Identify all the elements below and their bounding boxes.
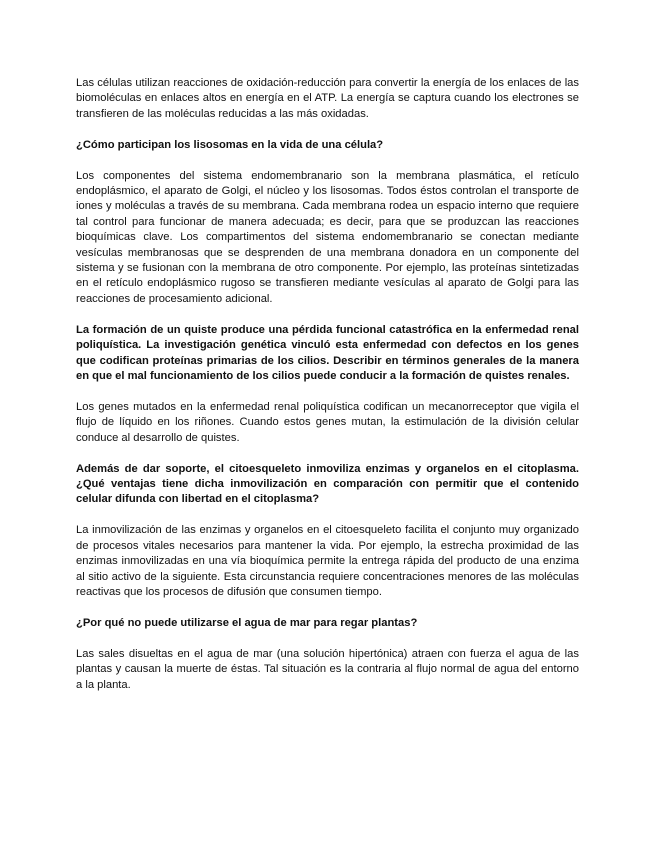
spacer (76, 153, 579, 169)
answer-mechanoreceptor: Los genes mutados en la enfermedad renal poliquística codifican un mecanorreceptor que vigila el flujo de líquido en los riñones. Cuando estos genes mutan, la estimulación de la división celular conduce al desarrollo de quistes. (76, 400, 579, 444)
spacer (76, 631, 579, 647)
spacer (76, 446, 579, 462)
answer-hypertonic-solution: Las sales disueltas en el agua de mar (una solución hipertónica) atraen con fuerza el agua de las plantas y causan la muerte de éstas. Tal situación es la contraria al flujo normal de agua del entorno a la planta. (76, 647, 579, 691)
answer-enzyme-immobilization: La inmovilización de las enzimas y organelos en el citoesqueleto facilita el conjunto muy organizado de procesos vitales necesarios para mantener la vida. Por ejemplo, la estrecha proximidad de las enzimas inmovilizadas en una vía bioquímica permite la entrega rápida del producto de una enzima al sitio activo de la siguiente. Esta circunstancia requiere concentraciones menores de las moléculas reactivas que los procesos de difusión que consumen tiempo. (76, 524, 579, 598)
question-sea-water: ¿Por qué no puede utilizarse el agua de mar para regar plantas? (76, 616, 418, 629)
spacer (76, 600, 579, 616)
question-lysosomes: ¿Cómo participan los lisosomas en la vida de una célula? (76, 138, 384, 151)
paragraph-atp-redox: Las células utilizan reacciones de oxidación-reducción para convertir la energía de los enlaces de las biomoléculas en enlaces altos en energía en el ATP. La energía se captura cuando los electrones se transfieren de las moléculas reducidas a las más oxidadas. (76, 77, 579, 120)
spacer (76, 307, 579, 323)
question-cytoskeleton: Además de dar soporte, el citoesqueleto inmoviliza enzimas y organelos en el citoplasma. ¿Qué ventajas tiene dicha inmovilización en comparación con permitir que el contenido celular difunda con libertad en el citoplasma? (76, 462, 579, 506)
spacer (76, 122, 579, 138)
question-polycystic-kidney: La formación de un quiste produce una pérdida funcional catastrófica en la enfermedad renal poliquística. La investigación genética vinculó esta enfermedad con defectos en los genes que codifican proteínas primarias de los cilios. Describir en términos generales de la manera en que el mal funcionamiento de los cilios puede conducir a la formación de quistes renales. (76, 323, 579, 382)
spacer (76, 384, 579, 400)
spacer (76, 508, 579, 524)
answer-endomembrane-system: Los componentes del sistema endomembranario son la membrana plasmática, el retículo endoplásmico, el aparato de Golgi, el núcleo y los lisosomas. Todos éstos controlan el transporte de iones y moléculas a través de su membrana. Cada membrana rodea un espacio interno que requiere tal control para funcionar de manera adecuada; es decir, para que se produzcan las reacciones bioquímicas clave. Los compartimentos del sistema endomembranario se conectan mediante vesículas membranosas que se desprenden de una membrana donadora en un componente del sistema y se fusionan con la membrana de otro componente. Por ejemplo, las proteínas sintetizadas en el retículo endoplásmico rugoso se transfieren mediante vesículas al aparato de Golgi para las reacciones de procesamiento adicional. (76, 169, 579, 305)
document-page (76, 76, 579, 693)
